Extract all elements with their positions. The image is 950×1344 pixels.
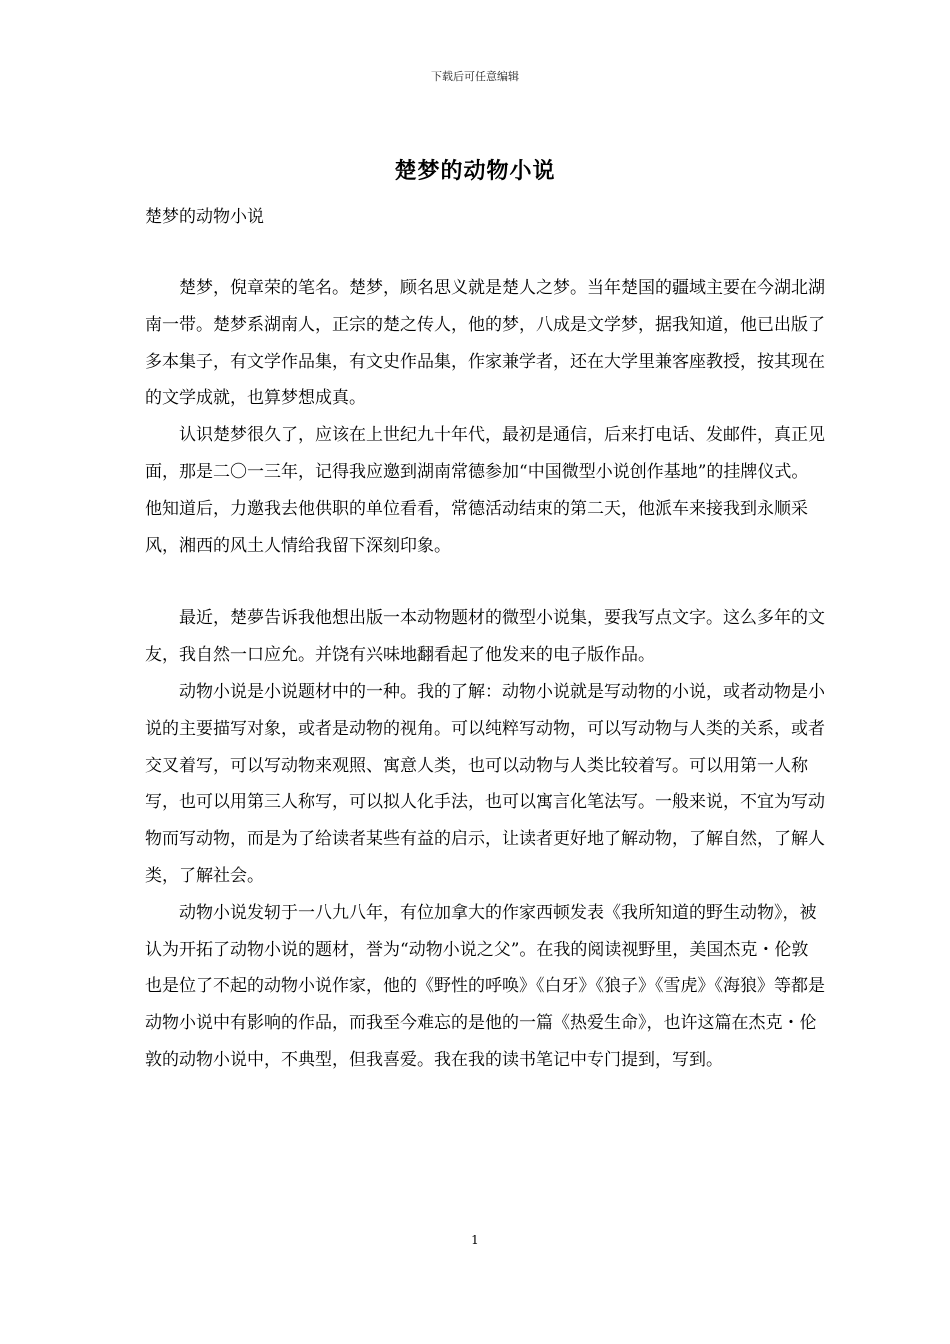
header-note: 下载后可任意编辑 <box>431 70 519 83</box>
paragraph: 认识楚梦很久了，应该在上世纪九十年代，最初是通信，后来打电话、发邮件，真正见面，那是二〇一三年，记得我应邀到湖南常德参加“中国微型小说创作基地”的挂牌仪式。他知道后，力邀我去他供职的单位看看，常德活动结束的第二天，他派车来接我到永顺采风，湘西的风土人情给我留下深刻印象。 <box>145 425 825 556</box>
document-subtitle: 楚梦的动物小说 <box>145 207 264 227</box>
paragraph: 动物小说发轫于一八九八年，有位加拿大的作家西顿发表《我所知道的野生动物》，被认为开拓了动物小说的题材，誉为“动物小说之父”。在我的阅读视野里，美国杰克・伦敦也是位了不起的动物小说作家，他的《野性的呼唤》《白牙》《狼子》《雪虎》《海狼》等都是动物小说中有影响的作品，而我至今难忘的是他的一篇《热爱生命》，也许这篇在杰克・伦敦的动物小说中，不典型，但我喜爱。我在我的读书笔记中专门提到，写到。 <box>145 902 825 1070</box>
paragraph: 楚梦，倪章荣的笔名。楚梦，顾名思义就是楚人之梦。当年楚国的疆域主要在今湖北湖南一带。楚梦系湖南人，正宗的楚之传人，他的梦，八成是文学梦，据我知道，他已出版了多本集子，有文学作品集，有文史作品集，作家兼学者，还在大学里兼客座教授，按其现在的文学成就，也算梦想成真。 <box>145 278 825 409</box>
body-text <box>145 270 825 1079</box>
page-number: 1 <box>471 1233 479 1247</box>
paragraph: 动物小说是小说题材中的一种。我的了解：动物小说就是写动物的小说，或者动物是小说的主要描写对象，或者是动物的视角。可以纯粹写动物，可以写动物与人类的关系，或者交叉着写，可以写动物来观照、寓意人类，也可以动物与人类比较着写。可以用第一人称写，也可以用第三人称写，可以拟人化手法，也可以寓言化笔法写。一般来说，不宜为写动物而写动物，而是为了给读者某些有益的启示，让读者更好地了解动物，了解自然，了解人类，了解社会。 <box>145 681 825 886</box>
paragraph: 最近，楚夢告诉我他想出版一本动物题材的微型小说集，要我写点文字。这么多年的文友，我自然一口应允。并饶有兴味地翻看起了他发来的电子版作品。 <box>145 608 825 666</box>
document-title: 楚梦的动物小说 <box>394 158 556 184</box>
